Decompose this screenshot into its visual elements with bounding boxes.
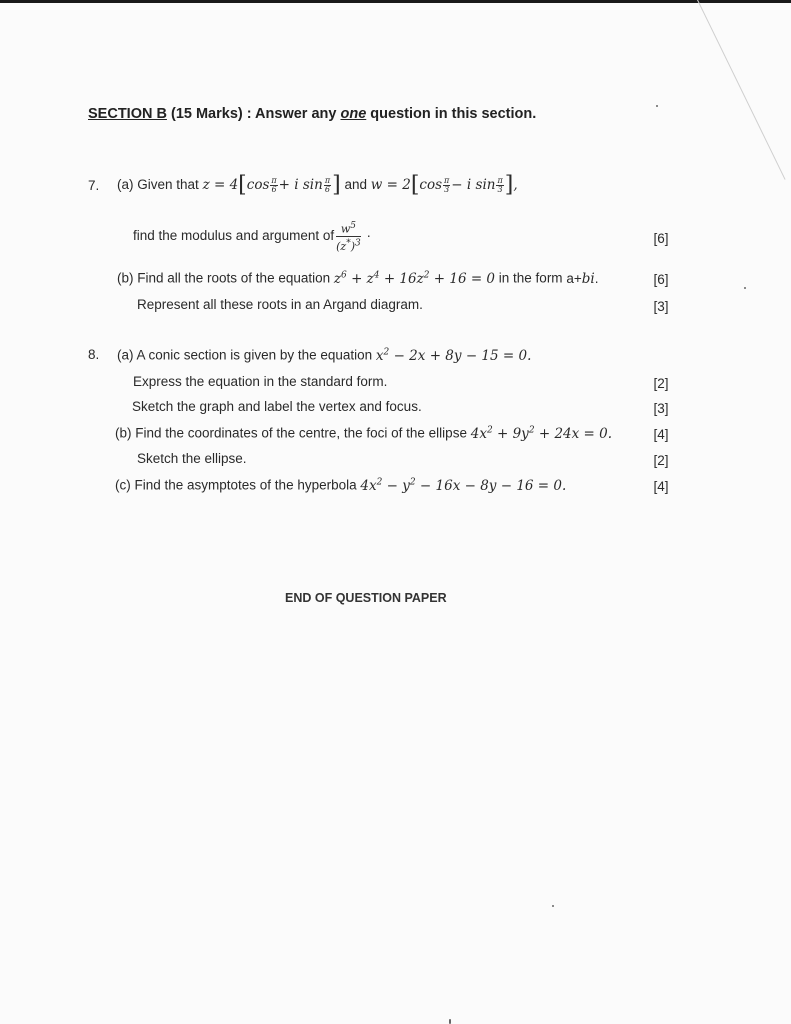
q7b-equation: $z^6 + z^4 + 16z^2 + 16 = 0$ — [333, 270, 496, 287]
q8b-marks: [4] — [653, 427, 669, 442]
question-7-number: 7. — [88, 178, 100, 193]
q7a-label: (a) Given that — [117, 177, 199, 192]
q7b2-marks: [3] — [653, 299, 669, 314]
q8b-equation: $4x^2 + 9y^2 + 24x = 0$. — [470, 425, 613, 442]
q7a-fraction: $\frac{w^5}{(z^*)^3}$ — [336, 221, 361, 253]
q8a-equation: $x^2 - 2x + 8y - 15 = 0$. — [375, 347, 532, 364]
q8c-marks: [4] — [653, 479, 669, 494]
question-8c-line1 — [115, 477, 566, 494]
question-7a-line2: find the modulus and argument of $\frac{w^5}{(z^*)^3}$ · — [133, 221, 372, 253]
q7a-w-expression: w = 2[cos $\frac{\pi}{3}$ − i sin $\frac{\pi}{3}$ ], — [370, 172, 518, 198]
q7b-form-text: in the form — [498, 270, 563, 286]
q8c-equation: $4x^2 - y^2 - 16x - 8y - 16 = 0$. — [360, 477, 567, 494]
scan-speck — [449, 1019, 451, 1024]
section-instruction: question in this section. — [370, 106, 537, 122]
question-8a-line2: Express the equation in the standard form. — [133, 374, 388, 389]
scan-speck — [656, 105, 658, 107]
question-8b-line1 — [115, 425, 612, 442]
scan-speck — [744, 287, 746, 289]
q7a-and: and — [344, 177, 367, 192]
end-of-paper: END OF QUESTION PAPER — [285, 591, 447, 605]
q7b-label: (b) Find all the roots of the equation — [117, 270, 331, 286]
q7b-marks: [6] — [653, 272, 669, 287]
question-7a-line1 — [117, 170, 518, 200]
q8b-label: (b) Find the coordinates of the centre, the foci of the ellipse — [115, 425, 467, 441]
q7b-form: a+bi. — [566, 270, 599, 287]
question-8b-line2: Sketch the ellipse. — [137, 451, 247, 466]
question-7b-line1 — [117, 270, 598, 287]
section-emphasis: one — [340, 106, 367, 122]
section-marks: (15 Marks) : Answer any — [170, 106, 337, 122]
question-8a-line3: Sketch the graph and label the vertex and focus. — [132, 399, 422, 414]
q8a-label: (a) A conic section is given by the equation — [117, 347, 373, 363]
q7a-line2-text: find the modulus and argument of — [133, 228, 335, 243]
q8a2-marks: [2] — [653, 376, 669, 391]
scan-fold-line — [697, 0, 786, 180]
question-8a-line1 — [117, 347, 531, 364]
section-title: SECTION B — [88, 106, 167, 122]
q8a3-marks: [3] — [653, 401, 669, 416]
q8b2-marks: [2] — [653, 453, 669, 468]
question-8-number: 8. — [88, 347, 100, 362]
question-7b-line2: Represent all these roots in an Argand diagram. — [137, 297, 423, 312]
scan-top-edge — [0, 0, 791, 3]
q7a-z-expression: z = 4[cos $\frac{\pi}{6}$ + i sin $\frac{\pi}{6}$ ] — [202, 172, 341, 198]
section-header — [88, 106, 536, 122]
q7a-marks: [6] — [653, 231, 669, 246]
q8c-label: (c) Find the asymptotes of the hyperbola — [115, 477, 357, 493]
scan-speck — [552, 905, 554, 907]
